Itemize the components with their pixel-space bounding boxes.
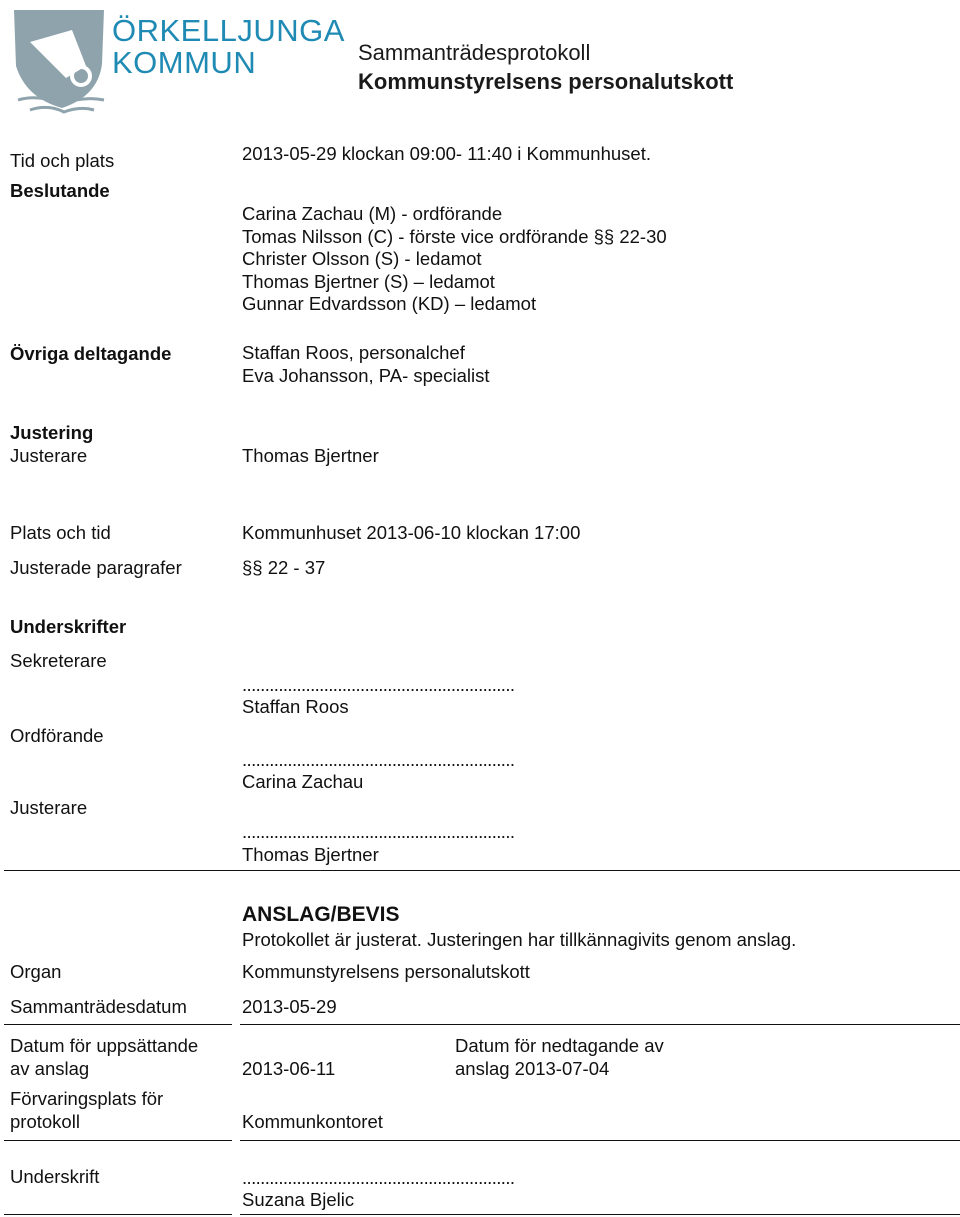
paragraphs-value: §§ 22 - 37 — [242, 557, 326, 578]
section-divider — [240, 1024, 960, 1025]
notice-heading: ANSLAG/BEVIS — [242, 903, 400, 926]
other-participant: Eva Johansson, PA- specialist — [242, 364, 490, 386]
logo-text-line1: ÖRKELLJUNGA — [112, 13, 345, 48]
organ-label: Organ — [10, 961, 62, 982]
signature-adjuster-name: Thomas Bjertner — [242, 844, 379, 865]
time-place-value: 2013-05-29 klockan 09:00- 11:40 i Kommunhuset. — [242, 143, 651, 164]
posting-date-value: 2013-06-11 — [242, 1058, 336, 1079]
document-title: Sammanträdesprotokoll — [358, 40, 591, 65]
meeting-date-label: Sammanträdesdatum — [10, 996, 187, 1017]
signatures-heading: Underskrifter — [10, 616, 127, 637]
section-divider — [4, 1024, 232, 1025]
section-divider — [4, 1140, 232, 1141]
signature-name: Suzana Bjelic — [242, 1189, 355, 1210]
chair-label: Ordförande — [10, 725, 104, 746]
removal-date-label: Datum för nedtagande av — [455, 1035, 664, 1056]
adjustment-heading: Justering — [10, 422, 94, 443]
posting-date-label: Datum för uppsättande — [10, 1035, 199, 1056]
storage-value: Kommunkontoret — [242, 1111, 383, 1132]
decider-item: Thomas Bjertner (S) – ledamot — [242, 270, 495, 292]
section-divider — [4, 870, 960, 871]
section-divider — [240, 1140, 960, 1141]
storage-label: Förvaringsplats för — [10, 1088, 164, 1109]
decider-item: Tomas Nilsson (C) - förste vice ordförande §§ 22-30 — [242, 225, 667, 247]
storage-label-line2: protokoll — [10, 1111, 80, 1132]
organ-value: Kommunstyrelsens personalutskott — [242, 961, 530, 982]
section-divider — [240, 1214, 960, 1215]
secretary-name: Staffan Roos — [242, 696, 349, 717]
adjuster-value: Thomas Bjertner — [242, 445, 379, 466]
logo-text-line2: KOMMUN — [112, 45, 257, 80]
section-divider — [4, 1214, 232, 1215]
others-list — [242, 342, 489, 387]
signature-adjuster-label: Justerare — [10, 797, 88, 818]
signature-line: ............................................................ — [242, 749, 515, 770]
place-time-label: Plats och tid — [10, 522, 111, 543]
signature-line: ............................................................ — [242, 1167, 515, 1188]
other-participant: Staffan Roos, personalchef — [242, 342, 465, 363]
adjuster-label: Justerare — [10, 445, 88, 466]
signature-line: ............................................................ — [242, 674, 515, 695]
deciders-label: Beslutande — [10, 180, 110, 201]
decider-item: Gunnar Edvardsson (KD) – ledamot — [242, 293, 537, 314]
posting-date-label-line2: av anslag — [10, 1058, 90, 1079]
signature-label: Underskrift — [10, 1166, 100, 1187]
others-label: Övriga deltagande — [10, 343, 172, 364]
paragraphs-label: Justerade paragrafer — [10, 557, 182, 578]
committee-title: Kommunstyrelsens personalutskott — [358, 69, 734, 94]
signature-line: ............................................................ — [242, 821, 515, 842]
chair-name: Carina Zachau — [242, 771, 364, 792]
place-time-value: Kommunhuset 2013-06-10 klockan 17:00 — [242, 522, 581, 543]
notice-statement: Protokollet är justerat. Justeringen har tillkännagivits genom anslag. — [242, 929, 797, 950]
meeting-date-value: 2013-05-29 — [242, 996, 337, 1017]
decider-item: Christer Olsson (S) - ledamot — [242, 248, 482, 269]
decider-item: Carina Zachau (M) - ordförande — [242, 203, 503, 224]
deciders-list — [242, 203, 667, 316]
bell-emblem-icon — [8, 4, 108, 116]
removal-date-value: anslag 2013-07-04 — [455, 1058, 610, 1079]
secretary-label: Sekreterare — [10, 650, 107, 671]
time-place-label: Tid och plats — [10, 150, 115, 171]
municipality-logo — [8, 4, 345, 116]
